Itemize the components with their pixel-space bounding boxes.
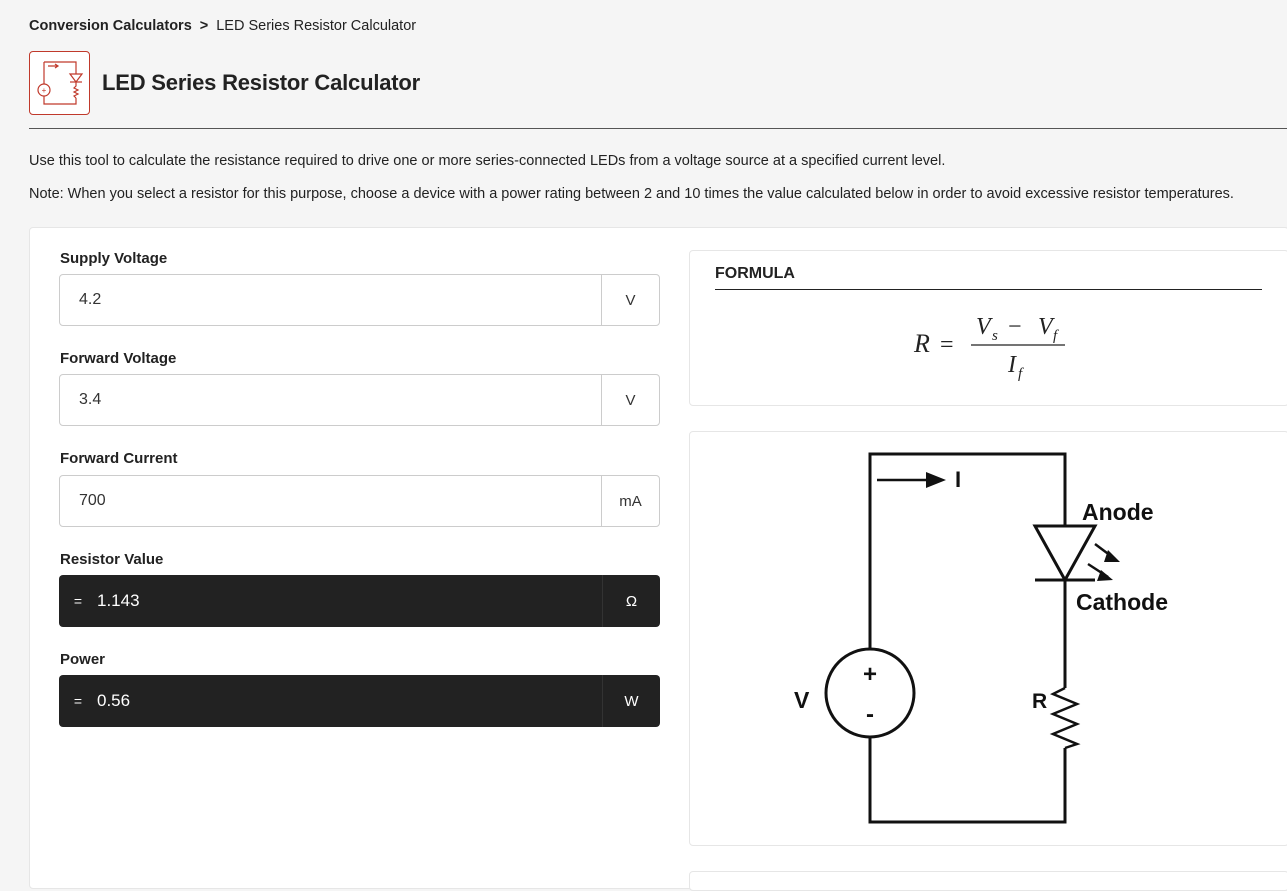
formula-equals: = (940, 332, 954, 358)
formula-heading: FORMULA (715, 265, 795, 282)
formula-numerator-b: V (1038, 314, 1053, 340)
formula-lhs: R (914, 329, 930, 358)
resistor-value-equals: = (73, 593, 83, 609)
formula-equation (690, 251, 1287, 405)
supply-voltage-input[interactable] (60, 275, 601, 325)
resistor-icon (1053, 688, 1077, 748)
breadcrumb-current: LED Series Resistor Calculator (216, 18, 417, 34)
formula-numerator-b-sub: f (1053, 328, 1058, 344)
forward-voltage-label: Forward Voltage (60, 350, 177, 367)
formula-minus: − (1008, 314, 1022, 340)
breadcrumb-link-conversion-calculators[interactable]: Conversion Calculators (29, 18, 192, 34)
voltage-label: V (794, 687, 810, 713)
led-circuit-logo-icon (29, 51, 90, 115)
voltage-plus-label: + (862, 661, 878, 688)
cathode-label: Cathode (1076, 589, 1168, 615)
current-arrow-head (926, 472, 946, 488)
circuit-wire-bottom (870, 738, 1065, 822)
next-panel (689, 871, 1287, 891)
power-result: 0.56 (97, 691, 131, 710)
supply-voltage-label: Supply Voltage (60, 250, 168, 267)
breadcrumb-separator: > (199, 18, 209, 34)
power-unit: W (602, 675, 660, 727)
resistor-label: R (1032, 690, 1048, 713)
svg-text:+: + (41, 86, 47, 95)
voltage-minus-label: - (866, 701, 874, 728)
led-circuit-diagram (690, 432, 1287, 845)
forward-current-label: Forward Current (60, 450, 178, 467)
resistor-value-unit: Ω (602, 575, 660, 627)
supply-voltage-unit: V (601, 275, 659, 325)
forward-current-field (59, 475, 660, 527)
page-title: LED Series Resistor Calculator (102, 70, 421, 95)
formula-denominator-sub: f (1018, 366, 1023, 382)
title-divider (29, 128, 1287, 129)
forward-current-input[interactable] (60, 476, 601, 526)
intro-text: Use this tool to calculate the resistance required to drive one or more series-connected LEDs from a voltage source at a specified current level. (29, 153, 946, 169)
circuit-wire-top (870, 454, 1065, 648)
anode-label: Anode (1082, 499, 1154, 525)
circuit-diagram-panel (689, 431, 1287, 846)
forward-current-unit: mA (601, 476, 659, 526)
forward-voltage-field (59, 374, 660, 426)
formula-numerator-a: V (976, 314, 991, 340)
led-diode-icon (1035, 526, 1095, 580)
power-output (59, 675, 660, 727)
note-text: Note: When you select a resistor for this purpose, choose a device with a power rating between 2 and 10 times the value calculated below in order to avoid excessive resistor temperatures. (29, 186, 1234, 202)
formula-numerator-a-sub: s (992, 328, 998, 344)
supply-voltage-field (59, 274, 660, 326)
power-label: Power (60, 651, 106, 668)
current-label: I (955, 467, 962, 492)
resistor-value-result: 1.143 (97, 591, 140, 610)
resistor-value-output (59, 575, 660, 627)
resistor-value-label: Resistor Value (60, 551, 164, 568)
formula-denominator: I (1008, 352, 1016, 378)
title-row (29, 51, 420, 115)
forward-voltage-unit: V (601, 375, 659, 425)
breadcrumb (29, 18, 416, 34)
power-equals: = (73, 693, 83, 709)
formula-panel (689, 250, 1287, 406)
forward-voltage-input[interactable] (60, 375, 601, 425)
